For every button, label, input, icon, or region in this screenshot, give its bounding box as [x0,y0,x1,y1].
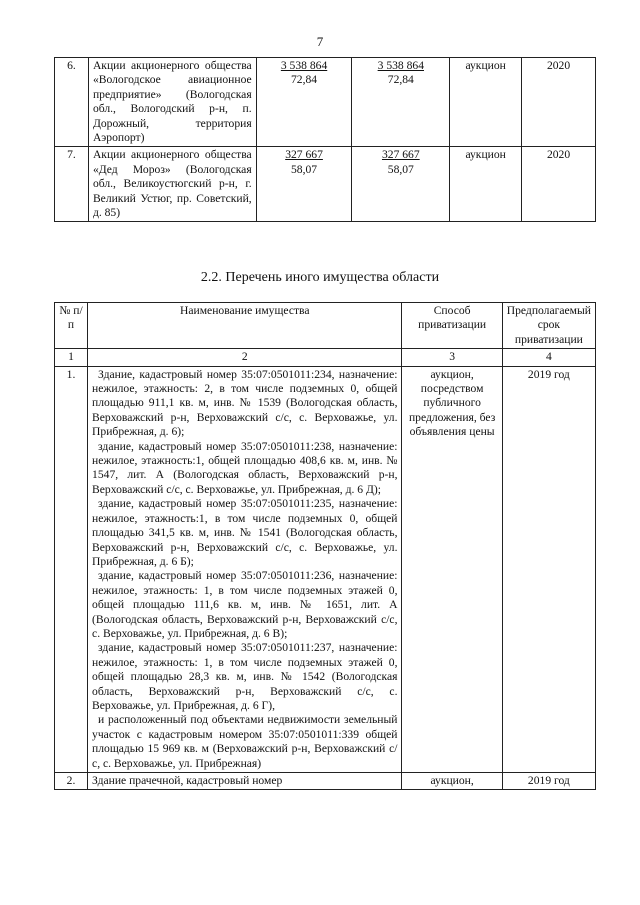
privatization-method: аукцион [450,147,522,222]
asset-name: Акции акционерного общества «Вологодское авиационное предприятие» (Вологодская обл., Вологодский р-н, п. Дорожный, территория Аэропорт) [88,58,256,147]
shares-percent: 58,07 [291,162,318,176]
header-num: № п/п [55,303,88,349]
table-row [55,366,596,772]
header-row [55,303,596,349]
privatization-year: 2020 [522,58,596,147]
shares-total: 3 538 864 [280,59,328,72]
privatization-method: аукцион, посредством публичного предложения, без объявления цены [402,366,502,772]
asset-name: Акции акционерного общества «Дед Мороз» (Вологодская обл., Великоустюгский р-н, г. Великий Устюг, пр. Советский, д. 85) [88,147,256,222]
shares-cell [256,58,352,147]
table-row [55,147,596,222]
column-number: 1 [55,349,88,366]
row-number: 7. [55,147,89,222]
shares-cell [256,147,352,222]
shares-sold-cell [352,58,450,147]
property-paragraph: Здание, кадастровый номер 35:07:0501011:234, назначение: нежилое, этажность: 2, в том числе подземных 0, общей площадью 911,1 кв. м, инв. № 1539 (Вологодская область, Верховажский р-н, Верховажский с/с, с. Верховажье, ул. Прибрежная, д. 6); [92,367,398,439]
privatization-term: 2019 год [502,773,595,790]
column-number: 3 [402,349,502,366]
shares-total: 327 667 [285,148,323,162]
property-paragraph: здание, кадастровый номер 35:07:0501011:235, назначение: нежилое, этажность:1, в том числе подземных 0, общей площадью 341,5 кв. м, инв. № 1541 (Вологодская область, Верховажский р-н, Верховажский с/с, с. Верховажье, ул. Прибрежная, д. 6 Б); [92,497,398,568]
sold-percent: 72,84 [387,73,414,87]
column-number: 4 [502,349,595,366]
row-number: 2. [55,773,88,790]
property-paragraph: и расположенный под объектами недвижимости земельный участок с кадастровым номером 35:07:0501011:339 общей площадью 15 969 кв. м (Верховажский р-н, Верховажский с/с, с. Верховажье, ул. Прибрежная) [92,713,398,770]
privatization-method: аукцион [450,58,522,147]
property-description [88,773,402,790]
shares-sold: 3 538 864 [377,59,424,72]
row-number: 6. [55,58,89,147]
property-paragraph: здание, кадастровый номер 35:07:0501011:236, назначение: нежилое, этажность: 1, в том числе подземных этажей 0, общей площадью 111,6 кв. м, инв. № 1651, лит. А (Вологодская область, Верховажский р-н, Верховажский с/с, с. Верховажье, ул. Прибрежная, д. 6 В); [92,569,398,640]
privatization-year: 2020 [522,147,596,222]
shares-sold: 327 667 [381,148,420,162]
page-number: 7 [316,34,324,49]
header-name: Наименование имущества [88,303,402,349]
header-term: Предполагаемый срок приватизации [502,303,595,349]
shares-sold-cell [352,147,450,222]
section-title: 2.2. Перечень иного имущества области [200,270,440,285]
sold-percent: 58,07 [387,162,414,176]
property-paragraph: здание, кадастровый номер 35:07:0501011:238, назначение: нежилое, этажность:1, общей площадью 408,6 кв. м, инв. № 1547, лит. А (Вологодская область, Верховажский р-н, Верховажский с/с, с. Верховажье, ул. Прибрежная, д. 6 Д); [92,439,398,496]
table-row [55,773,596,790]
column-number: 2 [88,349,402,366]
property-table [54,302,596,790]
table-row [55,58,596,147]
privatization-term: 2019 год [502,366,595,772]
row-number: 1. [55,366,88,772]
property-paragraph: здание, кадастровый номер 35:07:0501011:237, назначение: нежилое, этажность: 1, в том числе подземных этажей 0, общей площадью 28,3 кв. м, инв. № 1542 (Вологодская область, Верховажский р-н, Верховажский с/с, с. Верховажье, ул. Прибрежная, д. 6 Г), [92,641,398,712]
property-description [88,366,402,772]
property-paragraph: Здание прачечной, кадастровый номер [92,774,283,787]
column-numbers-row [55,349,596,366]
shares-table [54,57,596,222]
shares-percent: 72,84 [291,73,318,87]
header-method: Способ приватизации [402,303,502,349]
privatization-method: аукцион, [402,773,502,790]
